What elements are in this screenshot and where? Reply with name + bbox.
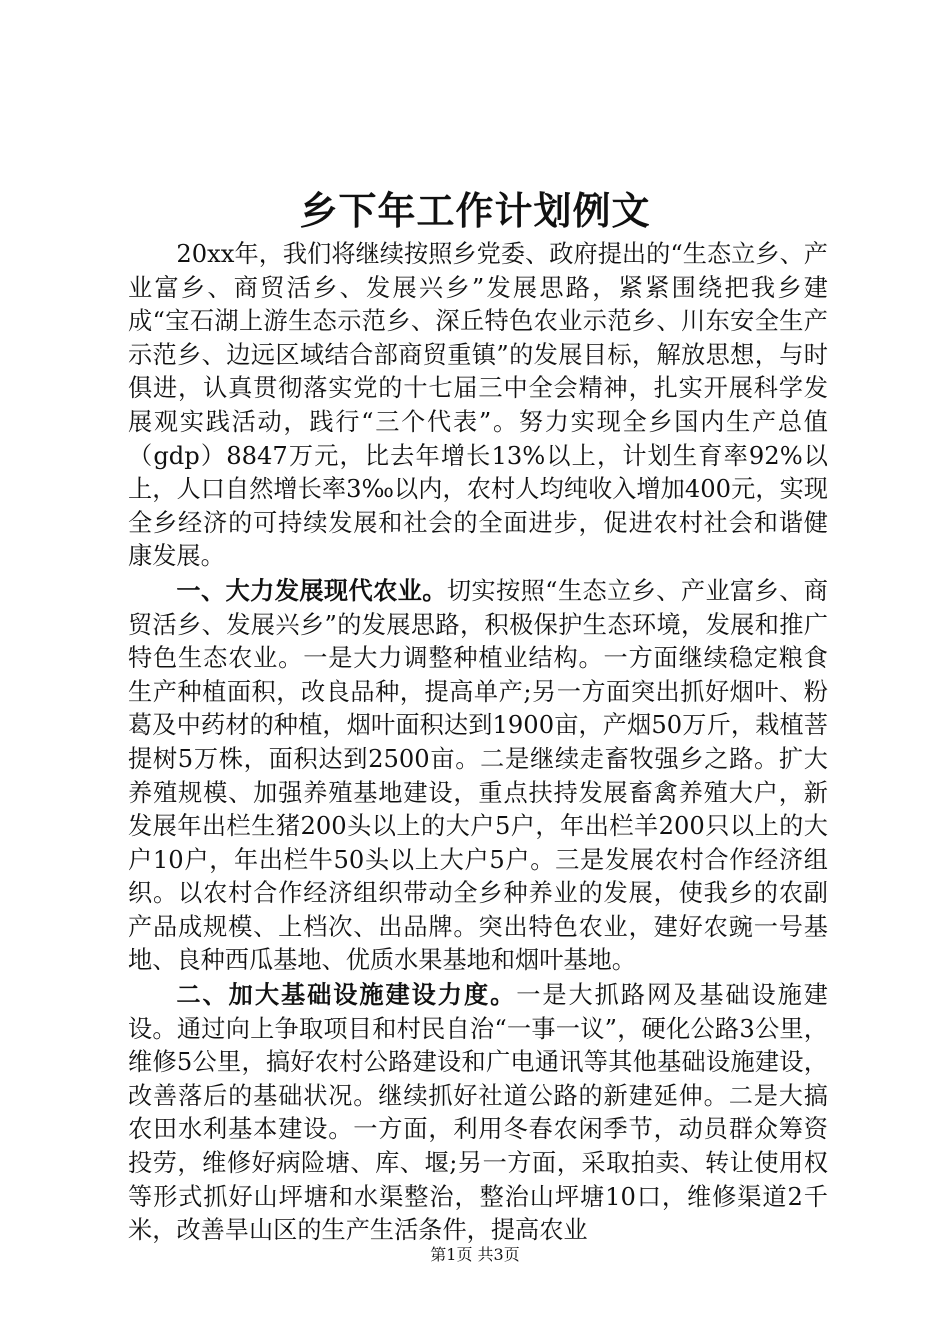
paragraph-agriculture <box>128 574 828 978</box>
document-title: 乡下年工作计划例文 <box>299 188 651 233</box>
paragraph-infrastructure <box>128 978 828 1248</box>
section-heading-infrastructure: 二、加大基础设施建设力度。 <box>176 980 517 1010</box>
paragraph-intro-text: 20xx年，我们将继续按照乡党委、政府提出的“生态立乡、产业富乡、商贸活乡、发展兴乡”发展思路，紧紧围绕把我乡建成“宝石湖上游生态示范乡、深丘特色农业示范乡、川东安全生产示范乡、边远区域结合部商贸重镇”的发展目标，解放思想，与时俱进，认真贯彻落实党的十七届三中全会精神，扎实开展科学发展观实践活动，践行“三个代表”。努力实现全乡国内生产总值（gdp）8847万元，比去年增长13%以上，计划生育率92%以上，人口自然增长率3‰以内，农村人均纯收入增加400元，实现全乡经济的可持续发展和社会的全面进步，促进农村社会和谐健康发展。 <box>128 240 828 571</box>
page-total: 共3页 <box>477 1245 520 1264</box>
page-number: 第1页 <box>430 1245 473 1264</box>
paragraph-intro <box>128 238 828 574</box>
section-heading-agriculture: 一、大力发展现代农业。 <box>176 575 447 605</box>
paragraph-agriculture-text: 切实按照“生态立乡、产业富乡、商贸活乡、发展兴乡”的发展思路，积极保护生态环境，发展和推广特色生态农业。一是大力调整种植业结构。一方面继续稳定粮食生产种植面积，改良品种，提高单产;另一方面突出抓好烟叶、粉葛及中药材的种植，烟叶面积达到1900亩，产烟50万斤，栽植菩提树5万株，面积达到2500亩。二是继续走畜牧强乡之路。扩大养殖规模、加强养殖基地建设，重点扶持发展畜禽养殖大户，新发展年出栏生猪200头以上的大户5户，年出栏羊200只以上的大户10户，年出栏牛50头以上大户5户。三是发展农村合作经济组织。以农村合作经济组织带动全乡种养业的发展，使我乡的农副产品成规模、上档次、出品牌。突出特色农业，建好农豌一号基地、良种西瓜基地、优质水果基地和烟叶基地。 <box>128 576 828 975</box>
paragraph-infrastructure-text: 一是大抓路网及基础设施建设。通过向上争取项目和村民自治“一事一议”，硬化公路3公里，维修5公里，搞好农村公路建设和广电通讯等其他基础设施建设，改善落后的基础状况。继续抓好社道公路的新建延伸。二是大搞农田水利基本建设。一方面，利用冬春农闲季节，动员群众筹资投劳，维修好病险塘、库、堰;另一方面，采取拍卖、转让使用权等形式抓好山坪塘和水渠整治，整治山坪塘10口，维修渠道2千米，改善旱山区的生产生活条件，提高农业 <box>128 981 828 1245</box>
page-footer <box>0 1244 950 1266</box>
document-body <box>128 238 828 1248</box>
